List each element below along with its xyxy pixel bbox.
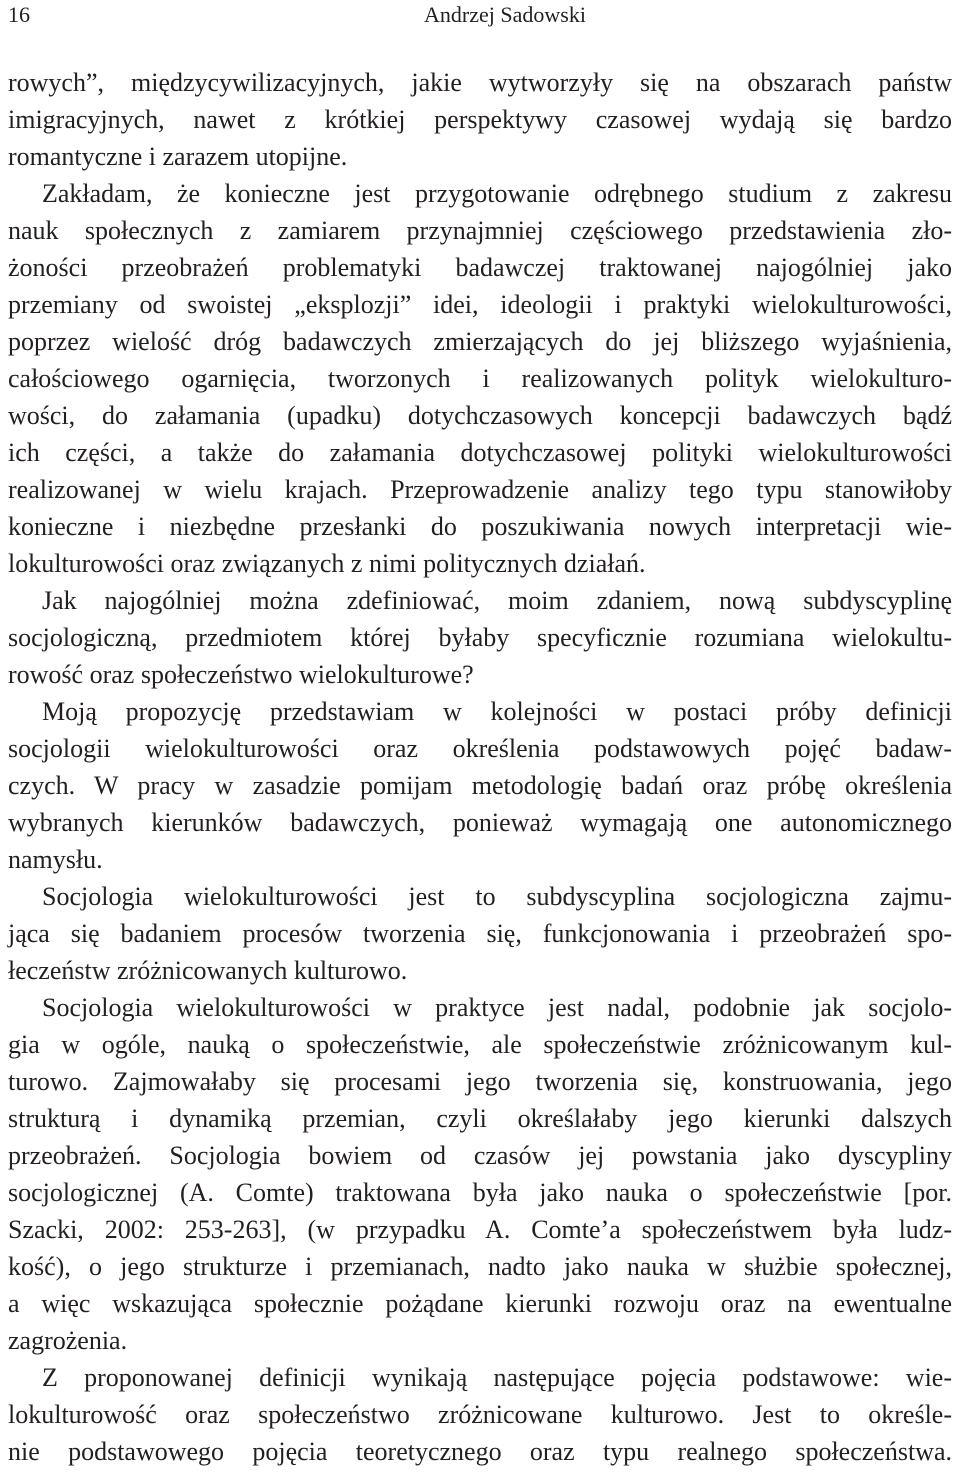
text-line: Szacki, 2002: 253-263], (w przypadku A. Comte’a społeczeństwem była ludz-: [8, 1215, 952, 1244]
text-line: czych. W pracy w zasadzie pomijam metodologię badań oraz próbę określenia: [8, 771, 952, 800]
text-line: imigracyjnych, nawet z krótkiej perspektywy czasowej wydają się bardzo: [8, 105, 952, 134]
text-line: socjologiczną, przedmiotem której byłaby specyficznie rozumiana wielokultu-: [8, 623, 952, 652]
paragraph-continuation: [8, 64, 952, 175]
text-line: żoności przeobrażeń problematyki badawczej traktowanej najogólniej jako: [8, 253, 952, 282]
text-line: konieczne i niezbędne przesłanki do poszukiwania nowych interpretacji wie-: [8, 512, 952, 541]
running-title: Andrzej Sadowski: [424, 2, 586, 27]
text-line: socjologicznej (A. Comte) traktowana była jako nauka o społeczeństwie [por.: [8, 1178, 952, 1207]
text-line: realizowanej w wielu krajach. Przeprowadzenie analizy tego typu stanowiłoby: [8, 475, 952, 504]
page-number: 16: [8, 2, 30, 27]
text-line: rowych”, międzycywilizacyjnych, jakie wytworzyły się na obszarach państw: [8, 68, 952, 97]
running-header: [8, 0, 952, 30]
paragraph: [8, 878, 952, 989]
text-line: zagrożenia.: [8, 1326, 128, 1355]
text-line: nie podstawowego pojęcia teoretycznego oraz typu realnego społeczeństwa.: [8, 1437, 952, 1466]
text-line: wości, do załamania (upadku) dotychczasowych koncepcji badawczych bądź: [8, 401, 952, 430]
text-line: Z proponowanej definicji wynikają następujące pojęcia podstawowe: wie-: [42, 1363, 952, 1392]
text-line: przemiany od swoistej „eksplozji” idei, ideologii i praktyki wielokulturowości,: [8, 290, 952, 319]
text-line: romantyczne i zarazem utopijne.: [8, 142, 348, 171]
text-line: lokulturowość oraz społeczeństwo zróżnicowane kulturowo. Jest to określe-: [8, 1400, 952, 1429]
text-line: socjologii wielokulturowości oraz określenia podstawowych pojęć badaw-: [8, 734, 952, 763]
body-text: [8, 64, 952, 1470]
text-line: lokulturowości oraz związanych z nimi politycznych działań.: [8, 549, 646, 578]
paragraph: [8, 582, 952, 693]
text-line: poprzez wielość dróg badawczych zmierzających do jej bliższego wyjaśnienia,: [8, 327, 952, 356]
text-line: Socjologia wielokulturowości w praktyce jest nadal, podobnie jak socjolo-: [42, 993, 952, 1022]
text-line: kość), o jego strukturze i przemianach, nadto jako nauka w służbie społecznej,: [8, 1252, 952, 1281]
text-line: łeczeństw zróżnicowanych kulturowo.: [8, 956, 408, 985]
text-line: Zakładam, że konieczne jest przygotowanie odrębnego studium z zakresu: [42, 179, 952, 208]
paragraph: [8, 989, 952, 1359]
text-line: gia w ogóle, nauką o społeczeństwie, ale społeczeństwie zróżnicowanym kul-: [8, 1030, 952, 1059]
text-line: przeobrażeń. Socjologia bowiem od czasów jej powstania jako dyscypliny: [8, 1141, 952, 1170]
text-line: strukturą i dynamiką przemian, czyli określałaby jego kierunki dalszych: [8, 1104, 952, 1133]
paragraph: [8, 1359, 952, 1470]
paragraph: [8, 693, 952, 878]
text-line: nauk społecznych z zamiarem przynajmniej częściowego przedstawienia zło-: [8, 216, 952, 245]
text-line: turowo. Zajmowałaby się procesami jego tworzenia się, konstruowania, jego: [8, 1067, 952, 1096]
text-line: a więc wskazująca społecznie pożądane kierunki rozwoju oraz na ewentualne: [8, 1289, 952, 1318]
text-line: Jak najogólniej można zdefiniować, moim zdaniem, nową subdyscyplinę: [42, 586, 952, 615]
paragraph: [8, 175, 952, 582]
text-line: wybranych kierunków badawczych, ponieważ wymagają one autonomicznego: [8, 808, 952, 837]
text-line: namysłu.: [8, 845, 103, 874]
text-line: Moją propozycję przedstawiam w kolejności w postaci próby definicji: [42, 697, 952, 726]
text-line: ich części, a także do załamania dotychczasowej polityki wielokulturowości: [8, 438, 952, 467]
text-line: rowość oraz społeczeństwo wielokulturowe?: [8, 660, 474, 689]
text-line: jąca się badaniem procesów tworzenia się, funkcjonowania i przeobrażeń spo-: [8, 919, 952, 948]
text-line: całościowego ogarnięcia, tworzonych i realizowanych polityk wielokulturo-: [8, 364, 952, 393]
text-line: Socjologia wielokulturowości jest to subdyscyplina socjologiczna zajmu-: [42, 882, 952, 911]
